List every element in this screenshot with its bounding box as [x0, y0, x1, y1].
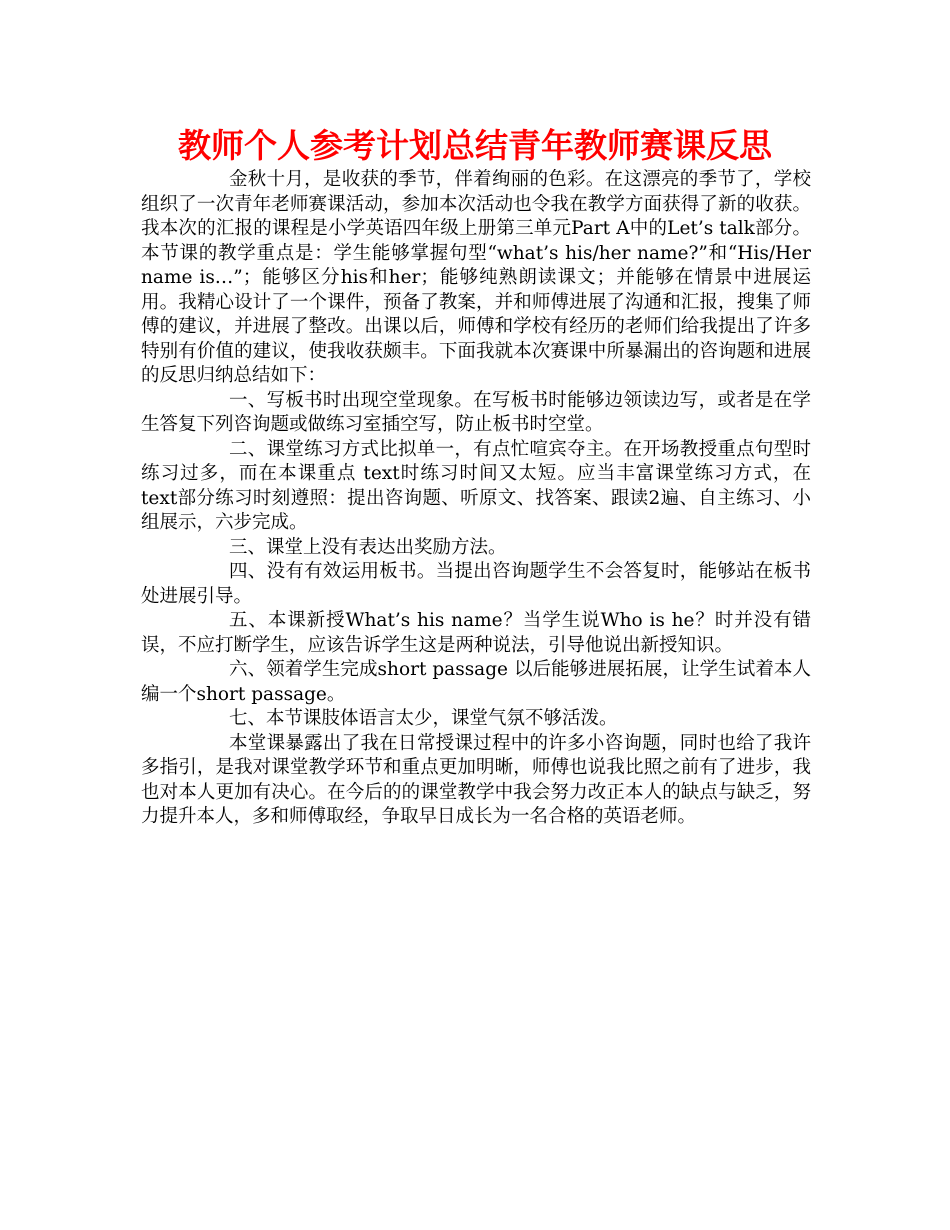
paragraph-point-1: 一、写板书时出现空堂现象。在写板书时能够边领读边写，或者是在学生答复下列咨询题或做练习室插空写，防止板书时空堂。 [141, 389, 811, 435]
paragraph-conclusion: 本堂课暴露出了我在日常授课过程中的许多小咨询题，同时也给了我许多指引，是我对课堂教学环节和重点更加明晰，师傅也说我比照之前有了进步，我也对本人更加有决心。在今后的的课堂教学中我会努力改正本人的缺点与缺乏，努力提升本人，多和师傅取经，争取早日成长为一名合格的英语老师。 [141, 732, 811, 827]
paragraph-point-5: 五、本课新授What’s his name？当学生说Who is he？时并没有错误，不应打断学生，应该告诉学生这是两种说法，引导他说出新授知识。 [141, 610, 811, 656]
paragraph-point-3: 三、课堂上没有表达出奖励方法。 [229, 536, 507, 558]
paragraph-point-6: 六、领着学生完成short passage 以后能够进展拓展，让学生试着本人编一个short passage。 [141, 659, 811, 705]
paragraph-point-7: 七、本节课肢体语言太少，课堂气氛不够活泼。 [229, 708, 618, 729]
paragraph-point-4: 四、没有有效运用板书。当提出咨询题学生不会答复时，能够站在板书处进展引导。 [141, 561, 811, 607]
paragraph-intro: 金秋十月，是收获的季节，伴着绚丽的色彩。在这漂亮的季节了，学校组织了一次青年老师赛课活动，参加本次活动也令我在教学方面获得了新的收获。我本次的汇报的课程是小学英语四年级上册第三单元Part A中的Let’s talk部分。本节课的教学重点是：学生能够掌握句型“what’s his/her name?”和“His/Her name is…”；能够区分his和her；能够纯熟朗读课文；并能够在情景中进展运用。我精心设计了一个课件，预备了教案，并和师傅进展了沟通和汇报，搜集了师傅的建议，并进展了整改。出课以后，师傅和学校有经历的老师们给我提出了许多特别有价值的建议，使我收获颇丰。下面我就本次赛课中所暴漏出的咨询题和进展的反思归纳总结如下： [141, 169, 811, 386]
paragraph-point-2: 二、课堂练习方式比拟单一，有点忙喧宾夺主。在开场教授重点句型时练习过多，而在本课重点 text时练习时间又太短。应当丰富课堂练习方式，在text部分练习时刻遵照：提出咨询题、听原文、找答案、跟读2遍、自主练习、小组展示，六步完成。 [141, 438, 811, 533]
document-title: 教师个人参考计划总结青年教师赛课反思 [178, 126, 772, 165]
document-body [141, 168, 811, 830]
